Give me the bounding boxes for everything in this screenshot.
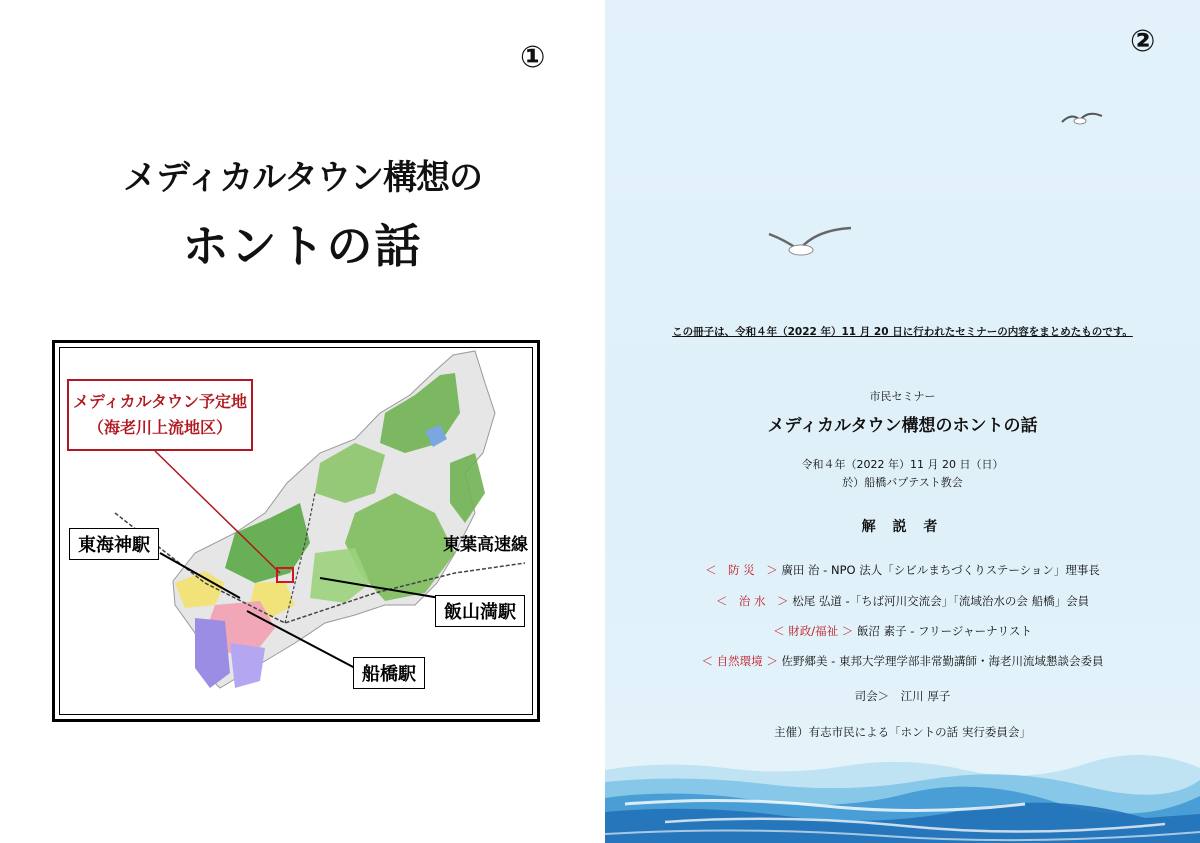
booklet-notice: この冊子は、令和４年（2022 年）11 月 20 日に行われたセミナーの内容をまとめたものです。 — [672, 326, 1133, 338]
seminar-date: 令和４年（2022 年）11 月 20 日（日） — [801, 458, 1004, 471]
master-of-ceremonies: 司会＞ 江川 厚子 — [854, 689, 951, 703]
callout-line2: （海老川上流地区） — [87, 418, 232, 437]
page-number-right: ② — [1130, 24, 1156, 59]
cover-title-line1: メディカルタウン構想の — [123, 158, 482, 198]
speaker-category: ＜ 防 災 ＞ — [705, 563, 778, 577]
funabashi-station-label: 船橋駅 — [353, 657, 425, 689]
speaker-row — [605, 562, 1200, 578]
speaker-category: ＜ 自然環境 ＞ — [701, 654, 778, 668]
medical-town-site-callout — [67, 379, 253, 451]
speaker-row — [605, 653, 1200, 669]
speaker-category: ＜ 財政/福祉 ＞ — [773, 624, 854, 638]
speaker-row — [605, 593, 1200, 609]
speaker-row — [605, 623, 1200, 639]
seagull-small-icon — [1060, 104, 1105, 132]
cover-title-line2: ホントの話 — [182, 219, 423, 273]
speaker-detail: 廣田 治 - NPO 法人「シビルまちづくりステーション」理事長 — [781, 563, 1100, 577]
ocean-waves-illustration — [605, 730, 1200, 843]
speaker-detail: 松尾 弘道 -「ちば河川交流会」「流域治水の会 船橋」会員 — [792, 594, 1090, 608]
organizer: 主催）有志市民による「ホントの話 実行委員会」 — [774, 725, 1031, 739]
iiyama-station-label: 飯山満駅 — [435, 595, 525, 627]
page-number-left: ① — [520, 40, 546, 75]
right-page — [605, 0, 1200, 843]
toyo-rapid-line-label: 東葉高速線 — [443, 535, 528, 555]
seminar-title: メディカルタウン構想のホントの話 — [767, 416, 1038, 436]
callout-line1: メディカルタウン予定地 — [72, 392, 248, 411]
seminar-venue: 於）船橋バプテスト教会 — [842, 476, 963, 489]
speaker-detail: 飯沼 素子 - フリージャーナリスト — [856, 624, 1032, 638]
higashi-kaishin-station-label: 東海神駅 — [69, 528, 159, 560]
speaker-category: ＜ 治 水 ＞ — [715, 594, 789, 608]
area-map — [52, 340, 540, 722]
seagull-large-icon — [765, 220, 855, 268]
seminar-label: 市民セミナー — [869, 390, 936, 403]
panel-heading: 解 説 者 — [861, 519, 944, 535]
speaker-detail: 佐野郷美 - 東邦大学理学部非常勤講師・海老川流域懇談会委員 — [781, 654, 1104, 668]
